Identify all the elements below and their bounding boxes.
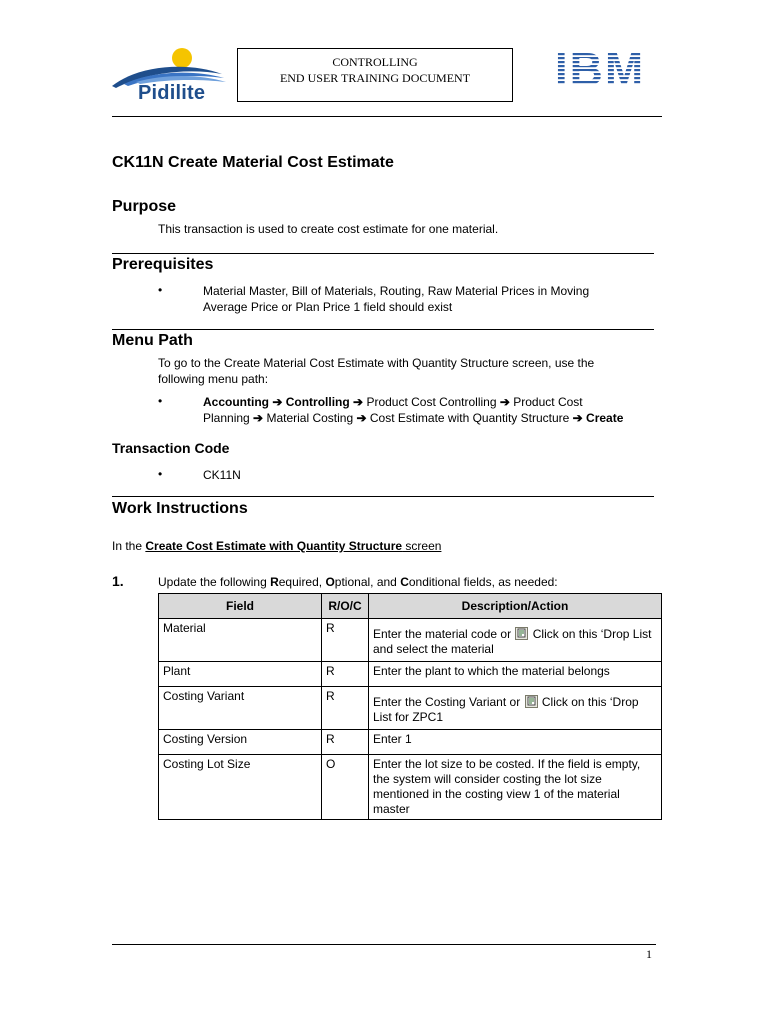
- transaction-code-value: CK11N: [203, 468, 241, 482]
- step-text-part: O: [325, 575, 335, 589]
- prerequisites-line-2: Average Price or Plan Price 1 field should exist: [203, 300, 453, 314]
- menu-path-part: Product Cost: [513, 395, 583, 409]
- menu-path-intro-1: To go to the Create Material Cost Estimate with Quantity Structure screen, use the: [158, 356, 595, 370]
- bullet-dot: •: [158, 467, 163, 481]
- description-text: Click on this ‘Drop List and select the material: [373, 627, 652, 656]
- purpose-heading: Purpose: [112, 198, 177, 215]
- menu-path-part: Material Costing: [266, 411, 354, 425]
- table-cell-roc: O: [322, 755, 369, 820]
- bullet-dot: •: [158, 283, 163, 297]
- pidilite-logo: [110, 42, 238, 110]
- section-divider: [112, 496, 654, 497]
- step-text: [158, 574, 558, 590]
- table-cell-roc: R: [322, 730, 369, 755]
- work-instructions-intro: [112, 538, 441, 554]
- menu-path-part: ➔: [249, 411, 267, 425]
- step-text-part: Update the following: [158, 575, 271, 589]
- table-cell-field: Costing Lot Size: [159, 755, 322, 820]
- page-title: CK11N Create Material Cost Estimate: [112, 154, 394, 171]
- prerequisites-heading: Prerequisites: [112, 256, 214, 273]
- table-row: [159, 619, 662, 662]
- footer-divider: [112, 944, 656, 945]
- table-cell-field: Costing Version: [159, 730, 322, 755]
- fields-table: [158, 593, 662, 820]
- menu-path-part: ➔: [269, 395, 286, 409]
- menu-path-part: Create: [586, 411, 624, 425]
- table-cell-roc: R: [322, 687, 369, 730]
- table-cell-description: [369, 687, 662, 730]
- table-body: [159, 619, 662, 820]
- description-text: Enter the material code or: [373, 627, 515, 641]
- drop-list-icon: [524, 695, 539, 709]
- step-text-part: ptional, and: [334, 575, 401, 589]
- menu-path-intro-2: following menu path:: [158, 372, 269, 386]
- column-header-roc: R/O/C: [322, 594, 369, 619]
- menu-path-part: Product Cost Controlling: [366, 395, 497, 409]
- description-text: Enter the plant to which the material belongs: [373, 664, 610, 678]
- menu-path-part: Planning: [203, 411, 250, 425]
- ibm-logo-mark: [545, 45, 655, 91]
- table-cell-description: [369, 755, 662, 820]
- menu-path-line-2: [203, 410, 623, 426]
- pidilite-logo-text: Pidilite: [138, 82, 206, 104]
- table-row: [159, 755, 662, 820]
- menu-path-part: Controlling: [285, 395, 350, 409]
- intro-screen-name: Create Cost Estimate with Quantity Structure: [145, 539, 403, 553]
- drop-list-icon: [514, 627, 529, 641]
- table-cell-roc: R: [322, 662, 369, 687]
- prerequisites-line-1: Material Master, Bill of Materials, Routing, Raw Material Prices in Moving: [203, 284, 590, 298]
- step-text-part: C: [400, 575, 409, 589]
- description-text: Enter 1: [373, 732, 412, 746]
- step-text-part: onditional fields, as needed:: [408, 575, 558, 589]
- purpose-text: This transaction is used to create cost estimate for one material.: [158, 222, 499, 236]
- table-cell-roc: R: [322, 619, 369, 662]
- table-row: [159, 662, 662, 687]
- menu-path-part: ➔: [349, 395, 367, 409]
- table-header-row: [159, 594, 662, 619]
- menu-path-part: Accounting: [203, 395, 269, 409]
- table-cell-field: Material: [159, 619, 322, 662]
- ibm-logo: [545, 45, 655, 91]
- table-row: [159, 687, 662, 730]
- transaction-code-heading: Transaction Code: [112, 440, 230, 456]
- table-cell-description: [369, 619, 662, 662]
- header-title-box: [237, 48, 513, 102]
- description-text: Click on this ‘Drop List for ZPC1: [373, 695, 639, 724]
- menu-path-part: ➔: [496, 395, 514, 409]
- header-line-2: END USER TRAINING DOCUMENT: [279, 71, 471, 85]
- intro-prefix: In the: [112, 539, 146, 553]
- table-cell-description: [369, 730, 662, 755]
- step-text-part: equired,: [278, 575, 326, 589]
- section-divider: [112, 253, 654, 254]
- section-divider: [112, 329, 654, 330]
- menu-path-part: ➔: [353, 411, 370, 425]
- header-line-1: CONTROLLING: [332, 55, 418, 69]
- menu-path-part: Cost Estimate with Quantity Structure: [369, 411, 570, 425]
- description-text: Enter the Costing Variant or: [373, 695, 524, 709]
- column-header-description: Description/Action: [369, 594, 662, 619]
- table-cell-field: Costing Variant: [159, 687, 322, 730]
- step-number: 1.: [112, 573, 124, 589]
- description-text: Enter the lot size to be costed. If the field is empty, the system will consider costing the lot size mentioned in the costing view 1 of the material master: [373, 757, 641, 816]
- page-number: 1: [646, 947, 652, 961]
- table-row: [159, 730, 662, 755]
- menu-path-heading: Menu Path: [112, 332, 193, 349]
- svg-text:IBM: IBM: [554, 45, 646, 91]
- table-cell-description: [369, 662, 662, 687]
- column-header-field: Field: [159, 594, 322, 619]
- work-instructions-heading: Work Instructions: [112, 500, 248, 517]
- menu-path-line-1: [203, 394, 583, 410]
- table-cell-field: Plant: [159, 662, 322, 687]
- intro-suffix: screen: [402, 539, 442, 553]
- menu-path-part: ➔: [569, 411, 587, 425]
- step-text-part: R: [270, 575, 279, 589]
- bullet-dot: •: [158, 394, 163, 408]
- header-divider: [112, 116, 662, 117]
